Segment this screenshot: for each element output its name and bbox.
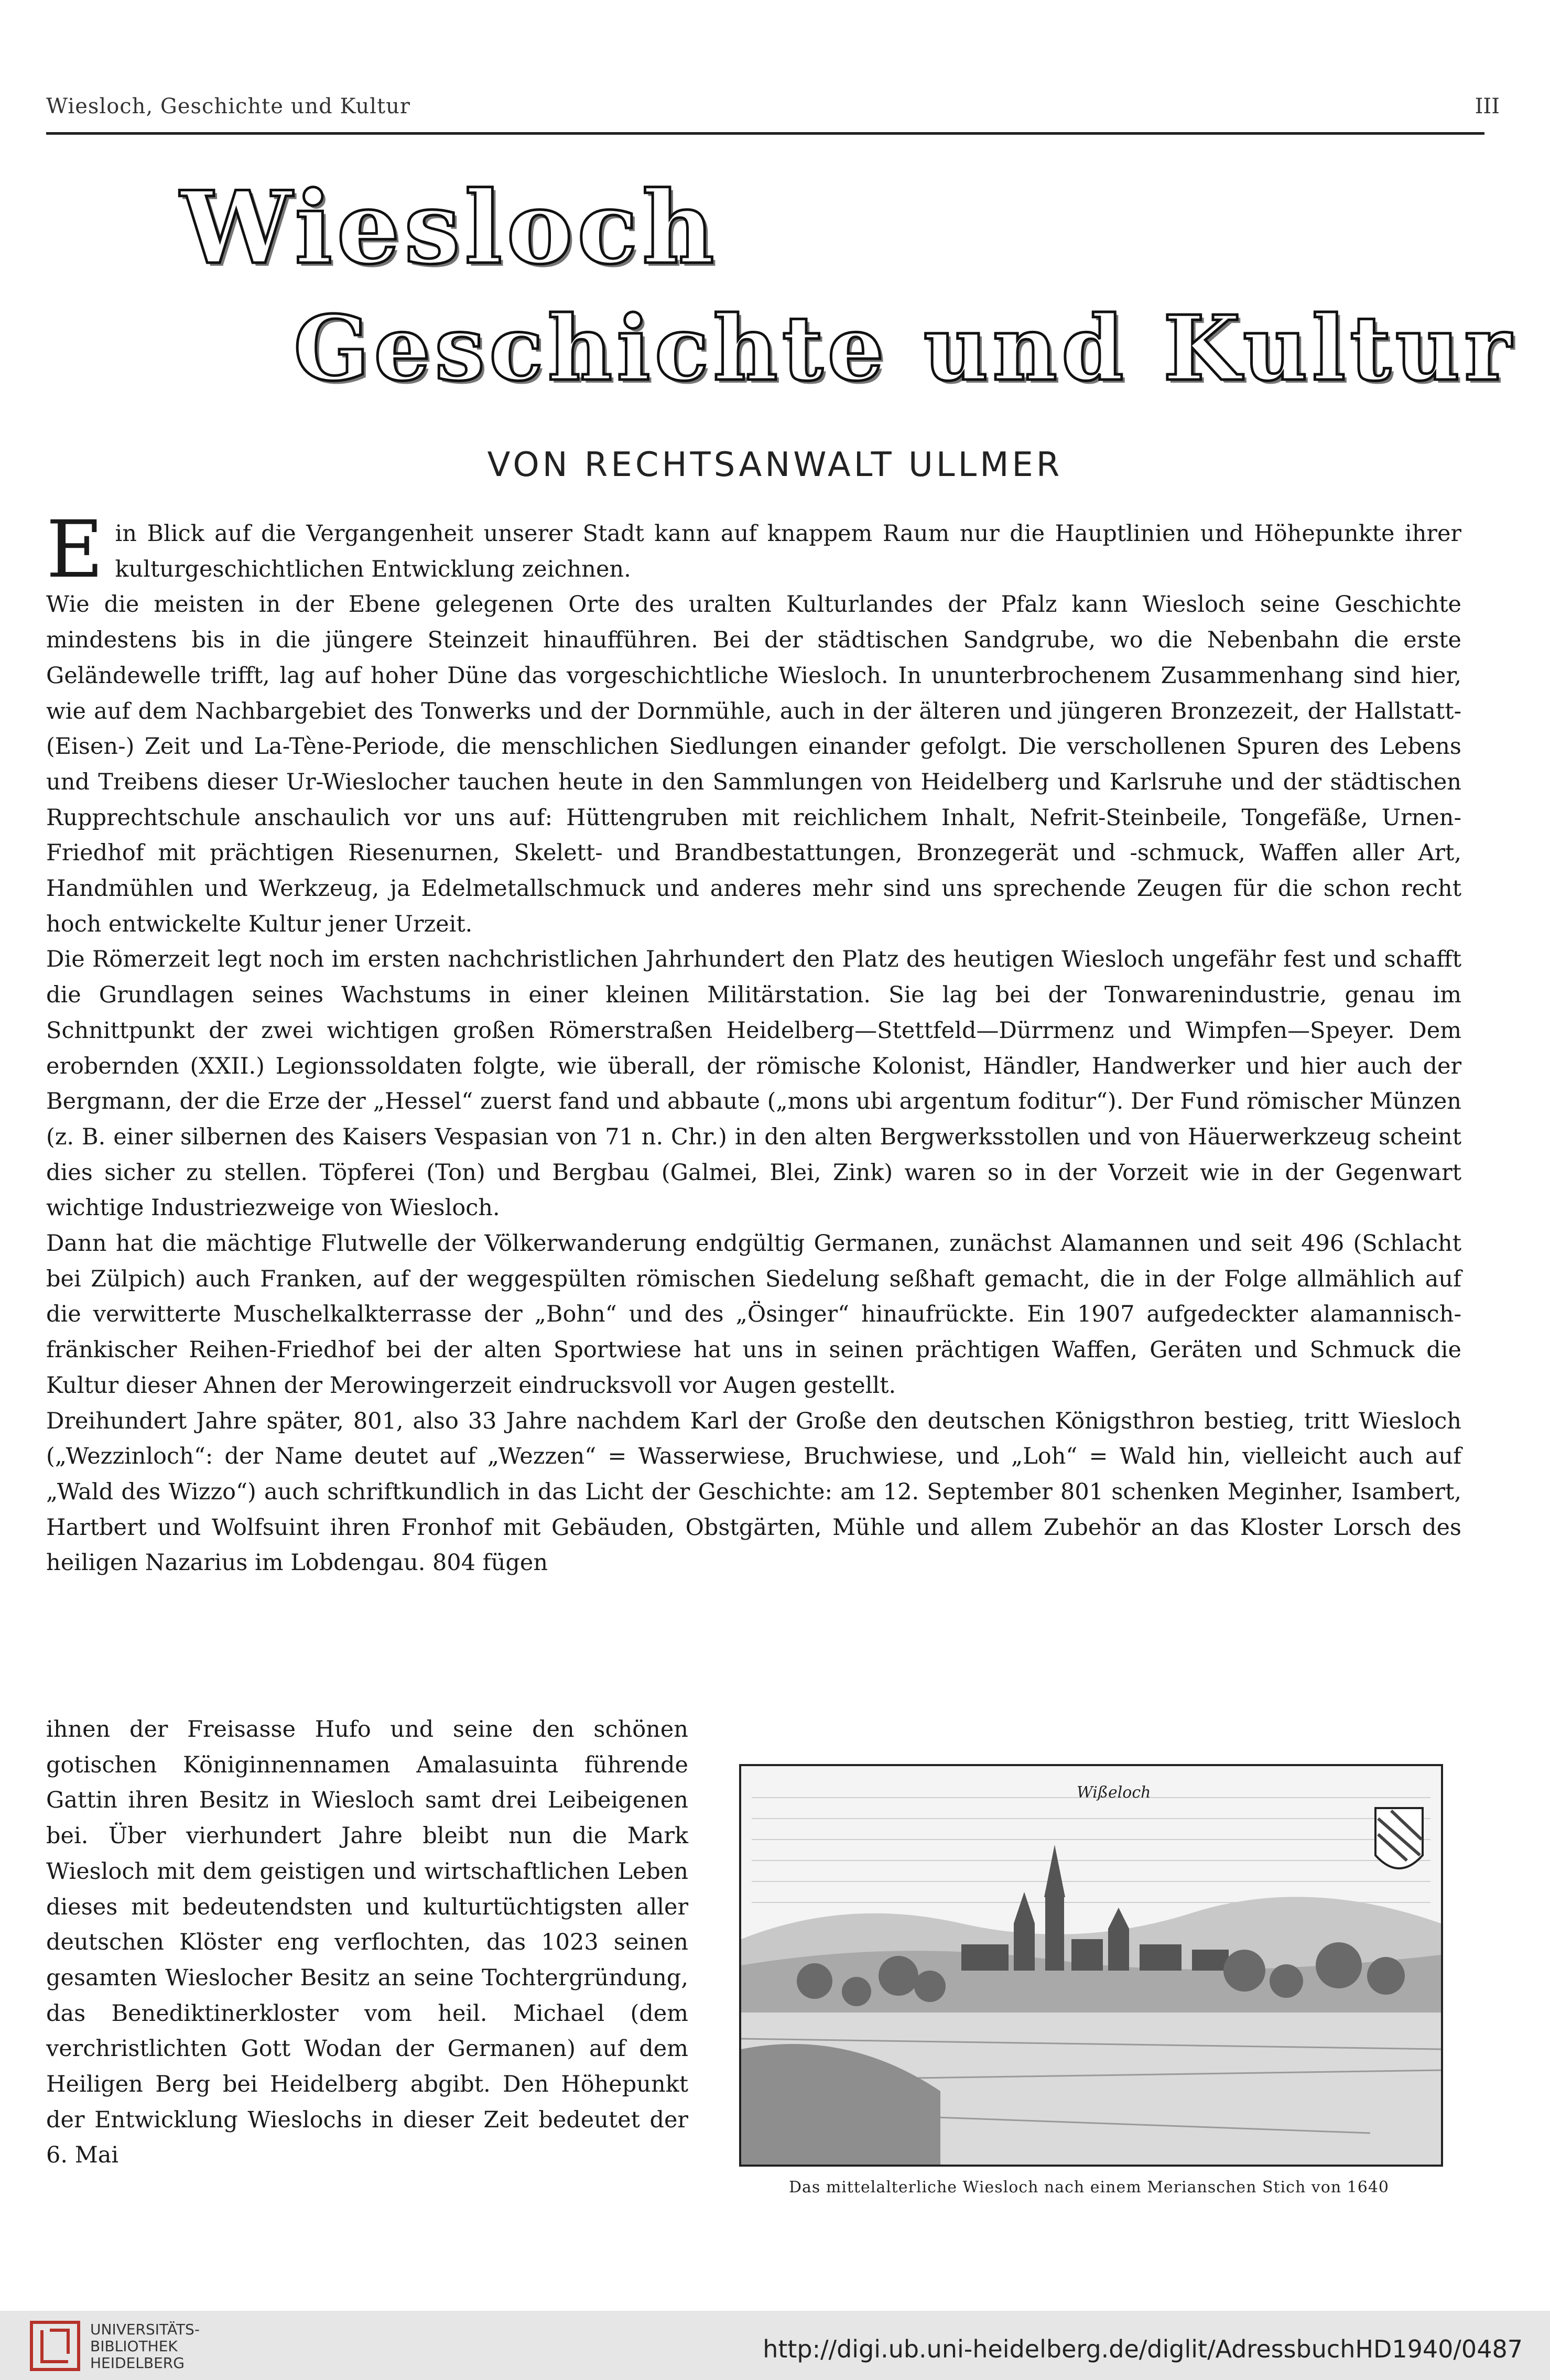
header-rule: [46, 132, 1484, 135]
engraving-figure: [739, 1764, 1443, 2167]
library-name-line-2: BIBLIOTHEK: [90, 2338, 178, 2355]
library-name: [90, 2321, 200, 2372]
paragraph-5-continued: ihnen der Freisasse Hufo und seine den schönen gotischen Königinnennamen Amalasuinta führende Gattin ihren Besitz in Wiesloch samt drei Leibeigenen bei. Über vierhundert Jahre bleibt nun die Mark Wiesloch mit dem geistigen und wirtschaftlichen Leben dieses mit bedeutendsten und kulturtüchtigsten aller deutschen Klöster eng verflochten, das 1023 seinen gesamten Wieslocher Besitz an seine Tochtergründung, das Benediktinerkloster vom heil. Michael (dem verchristlichten Gott Wodan der Germanen) auf dem Heiligen Berg bei Heidelberg abgibt. Den Höhepunkt der Entwicklung Wieslochs in dieser Zeit bedeutet der 6. Mai: [46, 1716, 688, 2169]
paragraph-4: Dann hat die mächtige Flutwelle der Völkerwanderung endgültig Germanen, zunächst Alamannen und seit 496 (Schlacht bei Zülpich) auch Franken, auf der weggespülten römischen Siedelung seßhaft gemacht, die in der Folge allmählich auf die verwitterte Muschelkalkterrasse der „Bohn“ und des „Ösinger“ hinaufrückte. Ein 1907 aufgedeckter alamannisch-fränkischer Reihen-Friedhof bei der alten Sportwiese hat uns in seinen prächtigen Waffen, Geräten und Schmuck die Kultur dieser Ahnen der Merowingerzeit eindrucksvoll vor Augen gestellt.: [46, 1230, 1461, 1399]
library-name-line-1: UNIVERSITÄTS-: [90, 2321, 200, 2338]
engraving-label: Wißeloch: [1077, 1783, 1151, 1802]
paragraph-1-text: in Blick auf die Vergangenheit unserer Stadt kann auf knappem Raum nur die Hauptlinien und Höhepunkte ihrer kulturgeschichtlichen Entwicklung zeichnen.: [115, 521, 1461, 582]
town-engraving-image: [741, 1766, 1441, 2165]
figure-caption: Das mittelalterliche Wiesloch nach einem Merianschen Stich von 1640: [788, 2178, 1390, 2197]
drop-cap: E: [46, 504, 104, 596]
library-logo-icon: [26, 2317, 84, 2375]
byline: VON RECHTSANWALT ULLMER: [487, 446, 1063, 484]
paragraph-5: Dreihundert Jahre später, 801, also 33 Jahre nachdem Karl der Große den deutschen Königsthron bestieg, tritt Wiesloch („Wezzinloch“: der Name deutet auf „Wezzen“ = Wasserwiese, Bruchwiese, und „Loh“ = Wald hin, vielleicht auch auf „Wald des Wizzo“) auch schriftkundlich in das Licht der Geschichte: am 12. September 801 schenken Meginher, Isambert, Hartbert und Wolfsuint ihren Fronhof mit Gebäuden, Obstgärten, Mühle und allem Zubehör an das Kloster Lorsch des heiligen Nazarius im Lobdengau. 804 fügen: [46, 1408, 1461, 1576]
left-column: [46, 1712, 688, 2173]
paragraph-1: [46, 504, 1461, 596]
running-title: Wiesloch, Geschichte und Kultur: [46, 94, 410, 118]
paragraph-3: Die Römerzeit legt noch im ersten nachchristlichen Jahrhundert den Platz des heutigen Wiesloch ungefähr fest und schafft die Grundlagen seines Wachstums in einer kleinen Militärstation. Sie lag bei der Tonwarenindustrie, genau im Schnittpunkt der zwei wichtigen großen Römerstraßen Heidelberg—Stettfeld—Dürrmenz und Wimpfen—Speyer. Dem erobernden (XXII.) Legionssoldaten folgte, wie überall, der römische Kolonist, Händler, Handwerker und hier auch der Bergmann, der die Erze der „Hessel“ zuerst fand und abbaute („mons ubi argentum foditur“). Der Fund römischer Münzen (z. B. einer silbernen des Kaisers Vespasian von 71 n. Chr.) in den alten Bergwerksstollen und von Häuerwerkzeug scheint dies sicher zu stellen. Töpferei (Ton) und Bergbau (Galmei, Blei, Zink) waren so in der Vorzeit wie in der Gegenwart wichtige Industriezweige von Wiesloch.: [46, 946, 1461, 1221]
source-url-link[interactable]: http://digi.ub.uni-heidelberg.de/diglit/AdressbuchHD1940/0487: [763, 2335, 1523, 2363]
library-name-line-3: HEIDELBERG: [90, 2354, 185, 2372]
page-number: III: [1475, 94, 1500, 118]
title-line-2: Geschichte und Kultur: [294, 296, 1515, 401]
title-line-1: Wiesloch: [180, 169, 719, 286]
paragraph-2: Wie die meisten in der Ebene gelegenen Orte des uralten Kulturlandes der Pfalz kann Wiesloch seine Geschichte mindestens bis in die jüngere Steinzeit hinaufführen. Bei der städtischen Sandgrube, wo die Nebenbahn die erste Geländewelle trifft, lag auf hoher Düne das vorgeschichtliche Wiesloch. In ununterbrochenem Zusammenhang sind hier, wie auf dem Nachbargebiet des Tonwerks und der Dornmühle, auch in der älteren und jüngeren Bronzezeit, der Hallstatt- (Eisen-) Zeit und La-Tène-Periode, die menschlichen Siedlungen einander gefolgt. Die verschollenen Spuren des Lebens und Treibens dieser Ur-Wieslocher tauchen heute in den Sammlungen von Heidelberg und Karlsruhe und der städtischen Rupprechtschule anschaulich vor uns auf: Hüttengruben mit reichlichem Inhalt, Nefrit-Steinbeile, Tongefäße, Urnen-Friedhof mit prächtigen Riesenurnen, Skelett- und Brandbestattungen, Bronzegerät und -schmuck, Waffen aller Art, Handmühlen und Werkzeug, ja Edelmetallschmuck und anderes mehr sind uns sprechende Zeugen für die schon recht hoch entwickelte Kultur jener Urzeit.: [46, 591, 1461, 937]
article-body: [46, 504, 1461, 1581]
